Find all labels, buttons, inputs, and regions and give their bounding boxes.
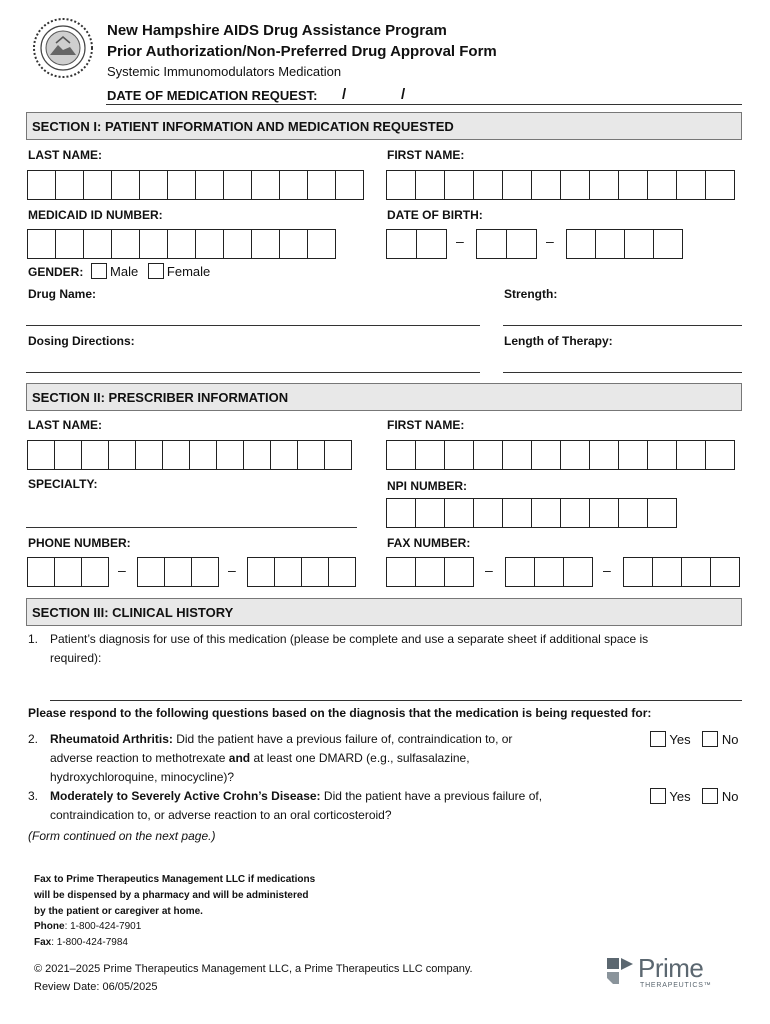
date-request-label: DATE OF MEDICATION REQUEST:: [107, 88, 318, 103]
question-2-answers: [650, 731, 738, 747]
q3-yes-label: Yes: [669, 789, 691, 804]
form-subtitle: Systemic Immunomodulators Medication: [107, 64, 342, 79]
q3-no-checkbox[interactable]: [702, 788, 718, 804]
section-3-header: SECTION III: CLINICAL HISTORY: [26, 598, 742, 626]
question-2-number: 2.: [28, 732, 39, 746]
phone-area-boxes[interactable]: [27, 557, 108, 587]
length-of-therapy-field[interactable]: [503, 372, 742, 373]
question-3-answers: [650, 788, 738, 804]
dob-dash: –: [546, 233, 554, 249]
dob-label: DATE OF BIRTH:: [387, 208, 483, 222]
fax-line: [34, 937, 128, 948]
question-2-line2: [50, 751, 470, 765]
prescriber-last-name-label: LAST NAME:: [28, 418, 102, 432]
phone-prefix-boxes[interactable]: [137, 557, 218, 587]
question-1-number: 1.: [28, 632, 39, 646]
dosing-directions-field[interactable]: [26, 372, 480, 373]
fax-instructions-line1: Fax to Prime Therapeutics Management LLC if medications: [34, 874, 316, 885]
phone-number-label: PHONE NUMBER:: [28, 536, 131, 550]
date-separator: /: [342, 86, 347, 103]
question-3-text: Did the patient have a previous failure of,: [320, 789, 543, 803]
female-checkbox[interactable]: [148, 263, 164, 279]
section-1-header: SECTION I: PATIENT INFORMATION AND MEDICATION REQUESTED: [26, 112, 742, 140]
question-1-text-line2: required):: [50, 651, 102, 665]
female-label: Female: [166, 264, 211, 279]
npi-number-label: NPI NUMBER:: [387, 479, 467, 493]
patient-last-name-boxes[interactable]: [27, 170, 363, 200]
prescriber-first-name-label: FIRST NAME:: [387, 418, 465, 432]
dob-year-boxes[interactable]: [566, 229, 682, 259]
gender-row: [28, 263, 210, 279]
instructions-text: Please respond to the following questions based on the diagnosis that the medication is being requested for:: [28, 706, 652, 720]
specialty-field[interactable]: [26, 527, 357, 528]
question-2-text: adverse reaction to methotrexate: [50, 751, 229, 765]
fax-dash: –: [485, 562, 493, 578]
q2-yes-checkbox[interactable]: [650, 731, 666, 747]
fax-label: Fax: [34, 937, 52, 948]
q3-no-label: No: [721, 789, 739, 804]
question-2-and: and: [228, 751, 251, 765]
section-2-header: SECTION II: PRESCRIBER INFORMATION: [26, 383, 742, 411]
form-continued-note: (Form continued on the next page.): [28, 829, 216, 843]
date-separator: /: [401, 86, 406, 103]
question-2-line1: [50, 732, 512, 746]
medicaid-id-label: MEDICAID ID NUMBER:: [28, 208, 163, 222]
q3-yes-checkbox[interactable]: [650, 788, 666, 804]
q2-no-label: No: [721, 732, 739, 747]
patient-first-name-boxes[interactable]: [386, 170, 734, 200]
fax-prefix-boxes[interactable]: [505, 557, 592, 587]
review-date: Review Date: 06/05/2025: [34, 981, 158, 993]
q2-yes-label: Yes: [669, 732, 691, 747]
question-3-line2: contraindication to, or adverse reaction to an oral corticosteroid?: [50, 808, 392, 822]
prime-logo-icon: [605, 956, 635, 986]
specialty-label: SPECIALTY:: [28, 477, 98, 491]
patient-last-name-label: LAST NAME:: [28, 148, 102, 162]
dosing-directions-label: Dosing Directions:: [28, 334, 135, 348]
fax-instructions-line3: by the patient or caregiver at home.: [34, 906, 203, 917]
form-title-line1: New Hampshire AIDS Drug Assistance Program: [107, 22, 447, 39]
prescriber-first-name-boxes[interactable]: [386, 440, 734, 470]
fax-line-boxes[interactable]: [623, 557, 739, 587]
question-2-heading: Rheumatoid Arthritis:: [50, 732, 173, 746]
question-3-line1: [50, 789, 542, 803]
phone-line-boxes[interactable]: [247, 557, 355, 587]
drug-name-field[interactable]: [26, 325, 480, 326]
question-3-number: 3.: [28, 789, 39, 803]
npi-number-boxes[interactable]: [386, 498, 676, 528]
prescriber-last-name-boxes[interactable]: [27, 440, 351, 470]
q2-no-checkbox[interactable]: [702, 731, 718, 747]
copyright-text: © 2021–2025 Prime Therapeutics Management LLC, a Prime Therapeutics LLC company.: [34, 963, 473, 975]
fax-instructions-line2: will be dispensed by a pharmacy and will be administered: [34, 890, 309, 901]
phone-dash: –: [118, 562, 126, 578]
prime-logo-subtext: THERAPEUTICS™: [640, 982, 712, 989]
phone-label: Phone: [34, 921, 65, 932]
phone-line: [34, 921, 141, 932]
drug-name-label: Drug Name:: [28, 287, 97, 301]
nh-state-seal-icon: [32, 17, 94, 79]
question-2-line3: hydroxychloroquine, minocycline)?: [50, 770, 235, 784]
form-title-line2: Prior Authorization/Non-Preferred Drug Approval Form: [107, 43, 497, 60]
medicaid-id-boxes[interactable]: [27, 229, 335, 259]
fax-area-boxes[interactable]: [386, 557, 473, 587]
prime-logo-wordmark: Prime: [638, 953, 704, 983]
dob-day-boxes[interactable]: [476, 229, 536, 259]
question-3-heading: Moderately to Severely Active Crohn’s Disease:: [50, 789, 321, 803]
diagnosis-field[interactable]: [50, 700, 742, 701]
phone-value: : 1-800-424-7901: [64, 921, 142, 932]
question-1-text-line1: Patient’s diagnosis for use of this medication (please be complete and use a separate sheet if additional space is: [50, 632, 649, 646]
patient-first-name-label: FIRST NAME:: [387, 148, 465, 162]
strength-label: Strength:: [504, 287, 558, 301]
gender-label: GENDER:: [28, 265, 84, 279]
date-request-field[interactable]: [106, 104, 742, 105]
fax-dash: –: [603, 562, 611, 578]
male-checkbox[interactable]: [91, 263, 107, 279]
question-2-text: at least one DMARD (e.g., sulfasalazine,: [250, 751, 470, 765]
question-2-text: Did the patient have a previous failure of, contraindication to, or: [172, 732, 513, 746]
male-label: Male: [110, 264, 139, 279]
length-of-therapy-label: Length of Therapy:: [504, 334, 613, 348]
strength-field[interactable]: [503, 325, 742, 326]
fax-number-label: FAX NUMBER:: [387, 536, 471, 550]
dob-month-boxes[interactable]: [386, 229, 446, 259]
fax-value: : 1-800-424-7984: [51, 937, 128, 948]
phone-dash: –: [228, 562, 236, 578]
dob-dash: –: [456, 233, 464, 249]
